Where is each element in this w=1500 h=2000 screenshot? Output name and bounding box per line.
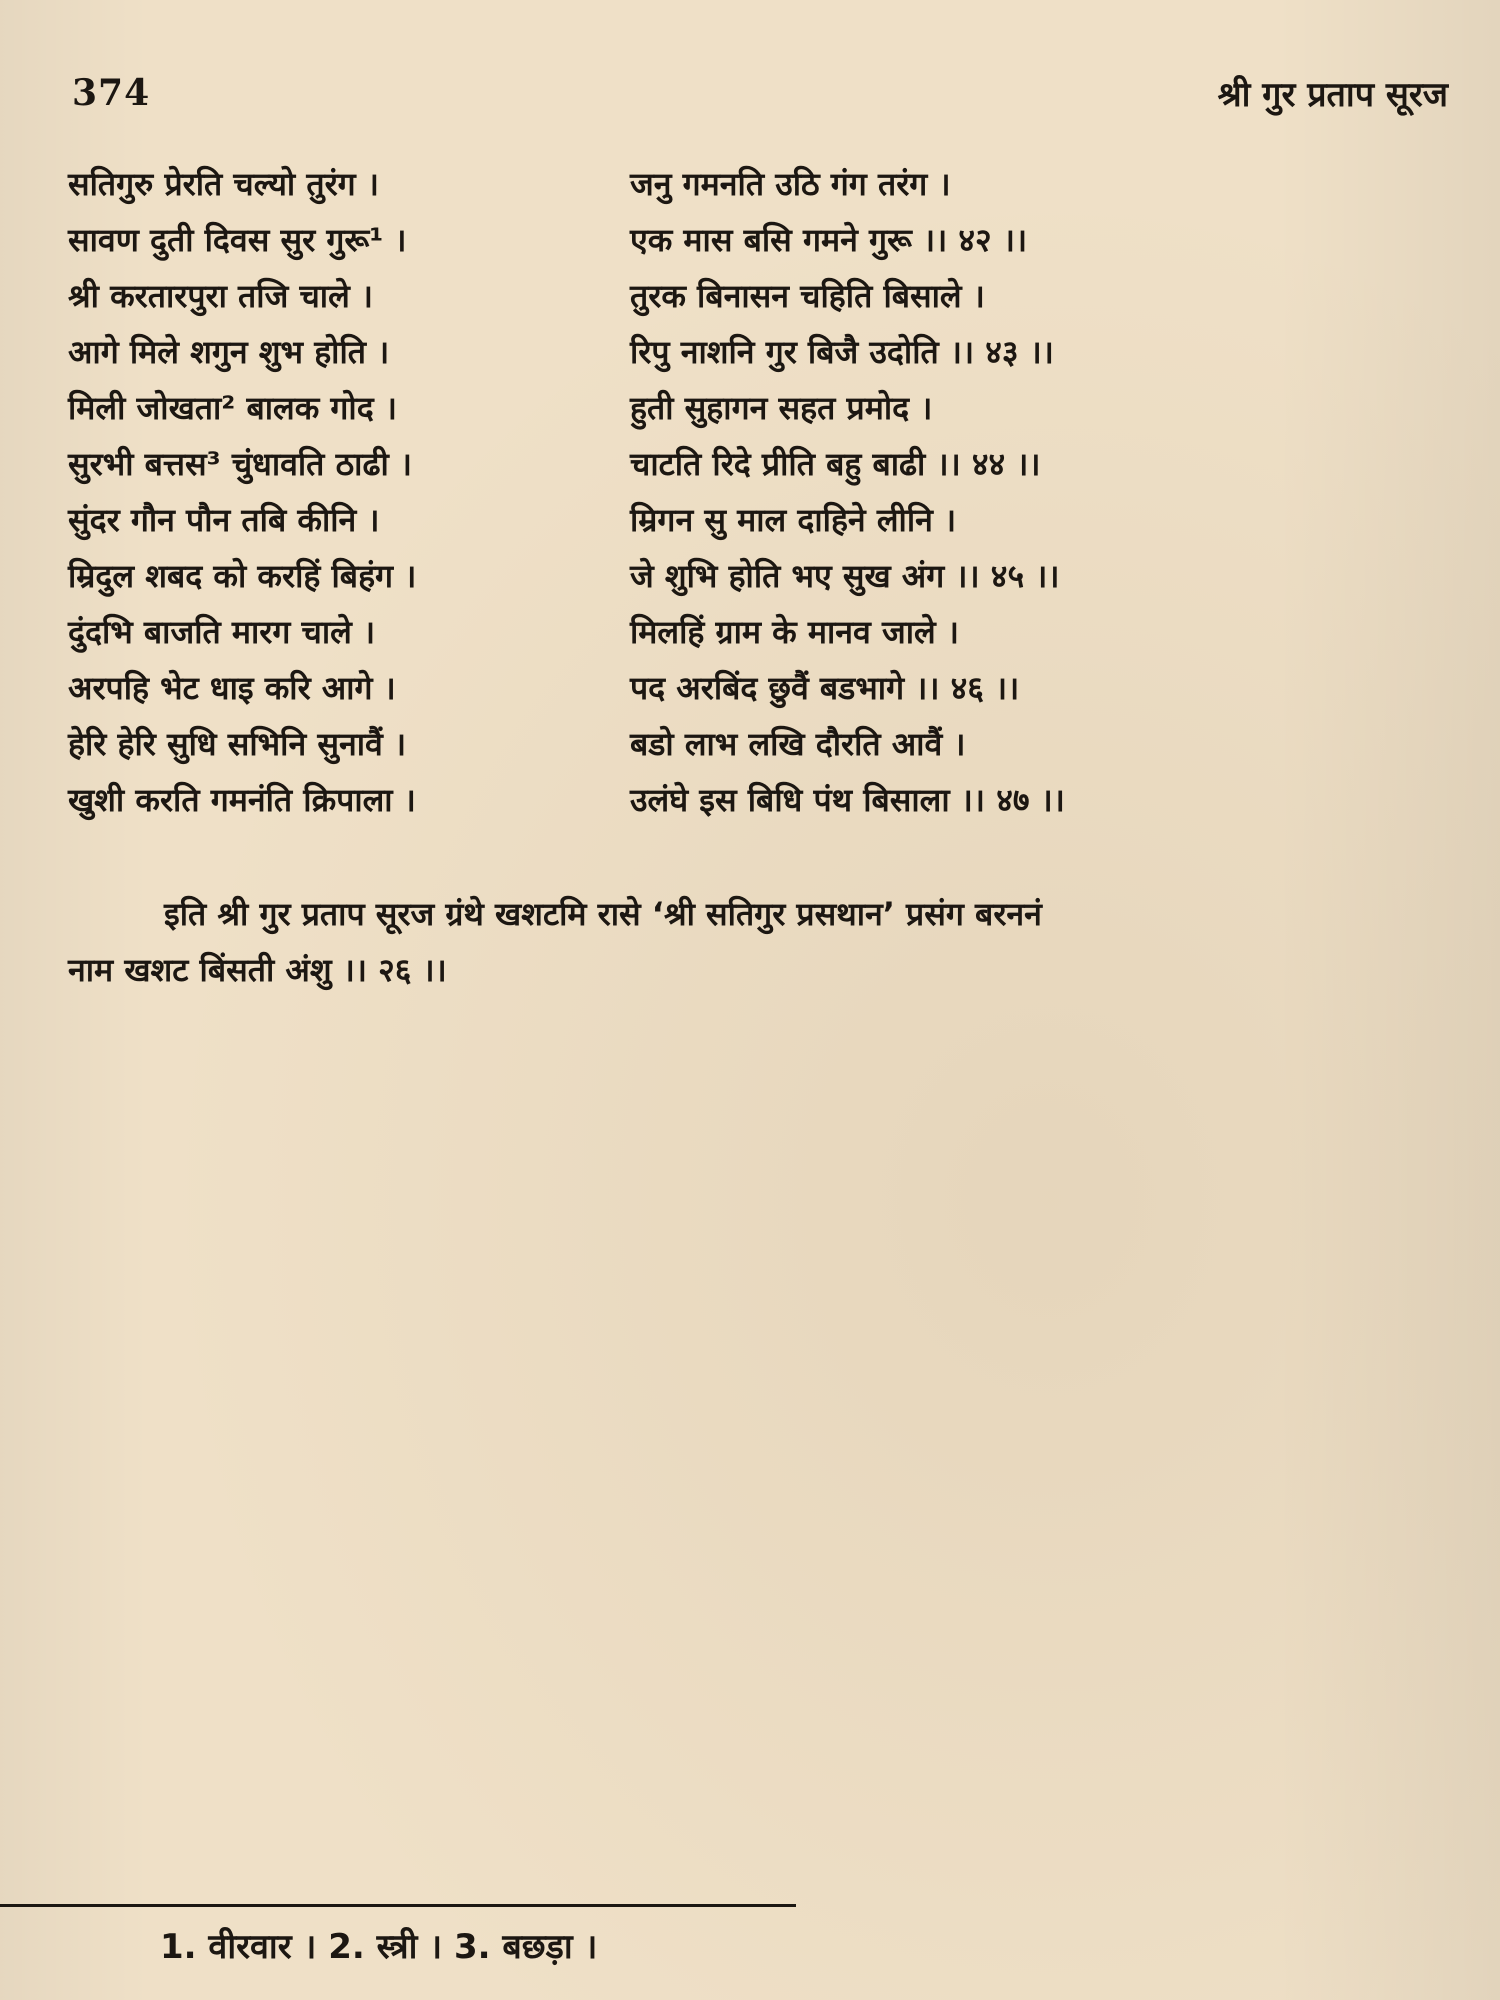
page-number: 374 (72, 72, 151, 114)
verse-first-half: मिली जोखता² बालक गोद । (68, 389, 397, 427)
verse-second-half: चाटति रिदे प्रीति बहु बाढी ।। ४४ ।। (630, 445, 1041, 483)
verse-line (68, 162, 1448, 218)
verse-line (68, 498, 1448, 554)
verse-second-half: म्रिगन सु माल दाहिने लीनि । (630, 501, 957, 539)
verse-second-half: उलंघे इस बिधि पंथ बिसाला ।। ४७ ।। (630, 781, 1065, 819)
verse-first-half: आगे मिले शगुन शुभ होति । (68, 333, 390, 371)
verse-first-half: अरपहि भेट धाइ करि आगे । (68, 669, 396, 707)
verse-first-half: म्रिदुल शबद को करहिं बिहंग । (68, 557, 417, 595)
verse-line (68, 778, 1448, 834)
verse-line (68, 218, 1448, 274)
verse-block (68, 162, 1448, 834)
verse-line (68, 610, 1448, 666)
verse-first-half: हेरि हेरि सुधि सभिनि सुनावैं । (68, 725, 407, 763)
verse-line (68, 330, 1448, 386)
verse-second-half: तुरक बिनासन चहिति बिसाले । (630, 277, 985, 315)
verse-line (68, 666, 1448, 722)
verse-second-half: जनु गमनति उठि गंग तरंग । (630, 165, 951, 203)
verse-first-half: दुंदभि बाजति मारग चाले । (68, 613, 376, 651)
verse-line (68, 442, 1448, 498)
colophon-line: नाम खशट बिंसती अंशु ।। २६ ।। (68, 951, 447, 989)
verse-line (68, 386, 1448, 442)
verse-first-half: सतिगुरु प्रेरति चल्यो तुरंग । (68, 165, 379, 203)
verse-first-half: सुंदर गौन पौन तबि कीनि । (68, 501, 380, 539)
running-title: श्री गुर प्रताप सूरज (1217, 75, 1448, 115)
footnote-divider (0, 1904, 796, 1907)
verse-line (68, 554, 1448, 610)
verse-first-half: सुरभी बत्तस³ चुंधावति ठाढी । (68, 445, 413, 483)
verse-second-half: रिपु नाशनि गुर बिजै उदोति ।। ४३ ।। (630, 333, 1054, 371)
verse-second-half: एक मास बसि गमने गुरू ।। ४२ ।। (630, 221, 1028, 259)
verse-first-half: श्री करतारपुरा तजि चाले । (68, 277, 374, 315)
verse-second-half: बडो लाभ लखि दौरति आवैं । (630, 725, 966, 763)
colophon-line: इति श्री गुर प्रताप सूरज ग्रंथे खशटमि रासे ‘श्री सतिगुर प्रसथान’ प्रसंग बरननं (164, 895, 1042, 933)
verse-line (68, 722, 1448, 778)
verse-first-half: खुशी करति गमनंति क्रिपाला । (68, 781, 416, 819)
chapter-colophon (68, 886, 1448, 998)
verse-second-half: हुती सुहागन सहत प्रमोद । (630, 389, 933, 427)
verse-line (68, 274, 1448, 330)
verse-second-half: पद अरबिंद छुवैं बडभागे ।। ४६ ।। (630, 669, 1020, 707)
verse-first-half: सावण दुती दिवस सुर गुरू¹ । (68, 221, 407, 259)
verse-second-half: मिलहिं ग्राम के मानव जाले । (630, 613, 959, 651)
footnotes: 1. वीरवार । 2. स्त्री । 3. बछड़ा । (160, 1927, 598, 1967)
verse-second-half: जे शुभि होति भए सुख अंग ।। ४५ ।। (630, 557, 1060, 595)
